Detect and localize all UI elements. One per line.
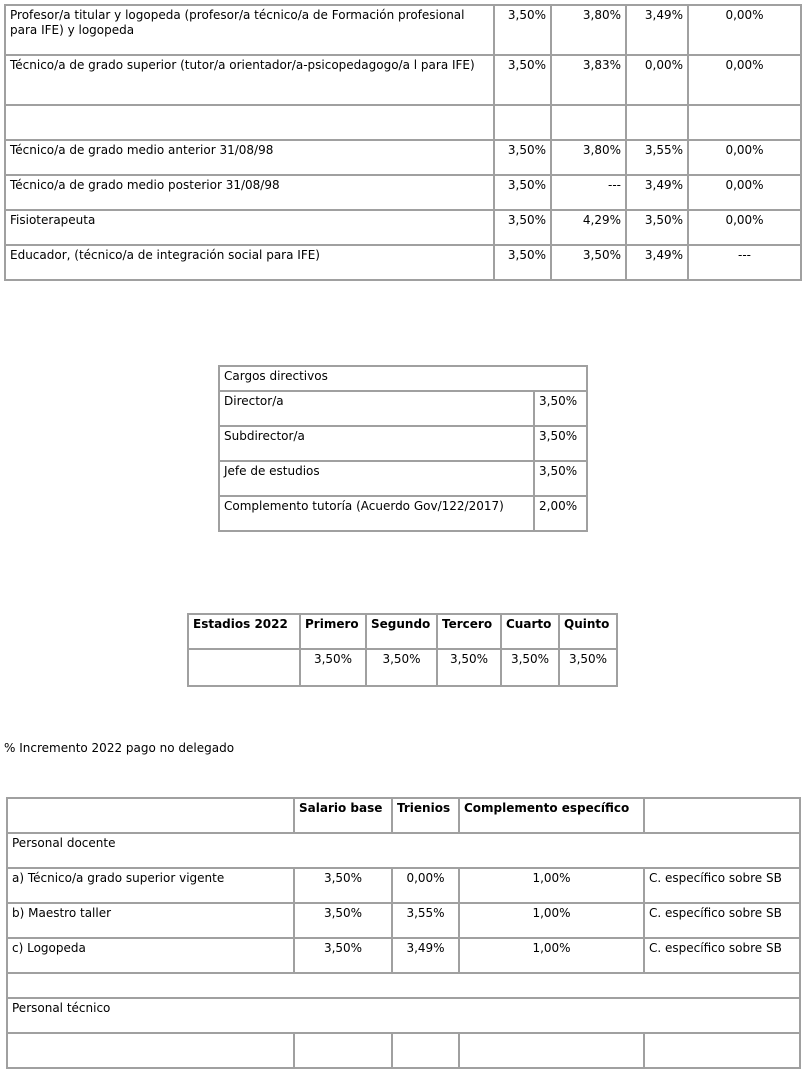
table-row [5,245,801,280]
table-cell: C. específico sobre SB [644,938,800,973]
table-cell: 3,50% [437,649,501,686]
table-row [5,140,801,175]
table-cell: 3,50% [294,903,392,938]
column-header [7,798,294,833]
column-header: Quinto [559,614,617,649]
table-cell: 3,50% [494,55,551,105]
table-row [188,614,617,649]
table-cell: 3,50% [494,5,551,55]
table-cell: C. específico sobre SB [644,903,800,938]
cargos-directivos-table [218,365,588,532]
table-caption: Cargos directivos [219,366,587,391]
table-cell: c) Logopeda [7,938,294,973]
table-cell: 3,50% [534,391,587,426]
column-header: Segundo [366,614,437,649]
table-cell [688,105,801,140]
table-row [219,391,587,426]
table-cell: 3,49% [626,245,688,280]
table-cell: 0,00% [626,55,688,105]
table-row [7,973,800,998]
column-header: Primero [300,614,366,649]
section-row-label: Personal técnico [7,998,800,1033]
table-cell [188,649,300,686]
section-note: % Incremento 2022 pago no delegado [4,741,235,755]
table-row [7,1033,800,1068]
table-cell: 3,50% [494,175,551,210]
table-cell: 3,50% [551,245,626,280]
table-row [7,868,800,903]
column-header: Trienios [392,798,459,833]
increment-table-categories [4,4,802,281]
section-row-label [7,973,800,998]
table-cell [392,1033,459,1068]
table-cell: Técnico/a de grado superior (tutor/a orientador/a-psicopedagogo/a l para IFE) [5,55,494,105]
table-cell [551,105,626,140]
table-cell: 3,83% [551,55,626,105]
table-cell: 3,50% [366,649,437,686]
table-cell: 3,50% [294,938,392,973]
column-header: Estadios 2022 [188,614,300,649]
table-cell: 2,00% [534,496,587,531]
column-header: Cuarto [501,614,559,649]
section-row-label: Personal docente [7,833,800,868]
table-row [219,426,587,461]
table-cell: 3,50% [626,210,688,245]
table-cell: 0,00% [688,140,801,175]
column-header [644,798,800,833]
table-row [5,5,801,55]
table-cell: 3,50% [494,245,551,280]
table-cell: Jefe de estudios [219,461,534,496]
table-cell: 3,49% [626,175,688,210]
table-row [7,833,800,868]
table-cell: 3,55% [392,903,459,938]
table-cell: Profesor/a titular y logopeda (profesor/a técnico/a de Formación profesional para IFE) y logopeda [5,5,494,55]
table-cell: 3,50% [300,649,366,686]
table-cell: 1,00% [459,868,644,903]
table-row [188,649,617,686]
table-row [7,798,800,833]
table-row [5,210,801,245]
table-cell: b) Maestro taller [7,903,294,938]
table-cell [5,105,494,140]
table-cell: 1,00% [459,938,644,973]
table-cell: Educador, (técnico/a de integración social para IFE) [5,245,494,280]
table-cell: 3,50% [534,461,587,496]
table-cell: Técnico/a de grado medio anterior 31/08/98 [5,140,494,175]
table-cell: Complemento tutoría (Acuerdo Gov/122/2017) [219,496,534,531]
table-cell: 0,00% [688,55,801,105]
table-cell: 0,00% [688,5,801,55]
table-cell: --- [551,175,626,210]
table-cell: a) Técnico/a grado superior vigente [7,868,294,903]
table-cell: 3,50% [294,868,392,903]
table-cell [459,1033,644,1068]
table-cell: 0,00% [688,175,801,210]
table-row [219,461,587,496]
table-cell: 0,00% [392,868,459,903]
table-cell: 3,50% [494,140,551,175]
table-cell: 4,29% [551,210,626,245]
table-cell: 3,80% [551,140,626,175]
pago-no-delegado-table [6,797,801,1069]
table-cell: --- [688,245,801,280]
table-row [7,938,800,973]
table-cell: 3,80% [551,5,626,55]
table-row [7,998,800,1033]
table-cell: Técnico/a de grado medio posterior 31/08/98 [5,175,494,210]
table-cell [626,105,688,140]
table-cell [7,1033,294,1068]
table-cell: 3,55% [626,140,688,175]
table-row [5,105,801,140]
table-cell: Director/a [219,391,534,426]
estadios-table [187,613,618,687]
table-cell: 0,00% [688,210,801,245]
table-cell: 3,50% [501,649,559,686]
table-row [5,55,801,105]
table-cell [644,1033,800,1068]
column-header: Tercero [437,614,501,649]
table-row [219,496,587,531]
table-cell: 3,50% [494,210,551,245]
table-cell: C. específico sobre SB [644,868,800,903]
table-row [5,175,801,210]
table-cell: Subdirector/a [219,426,534,461]
table-cell [294,1033,392,1068]
table-cell [494,105,551,140]
table-cell: 3,50% [534,426,587,461]
table-cell: 3,50% [559,649,617,686]
table-cell: 3,49% [626,5,688,55]
column-header: Salario base [294,798,392,833]
table-cell: 3,49% [392,938,459,973]
table-cell: 1,00% [459,903,644,938]
column-header: Complemento específico [459,798,644,833]
table-row [7,903,800,938]
table-cell: Fisioterapeuta [5,210,494,245]
